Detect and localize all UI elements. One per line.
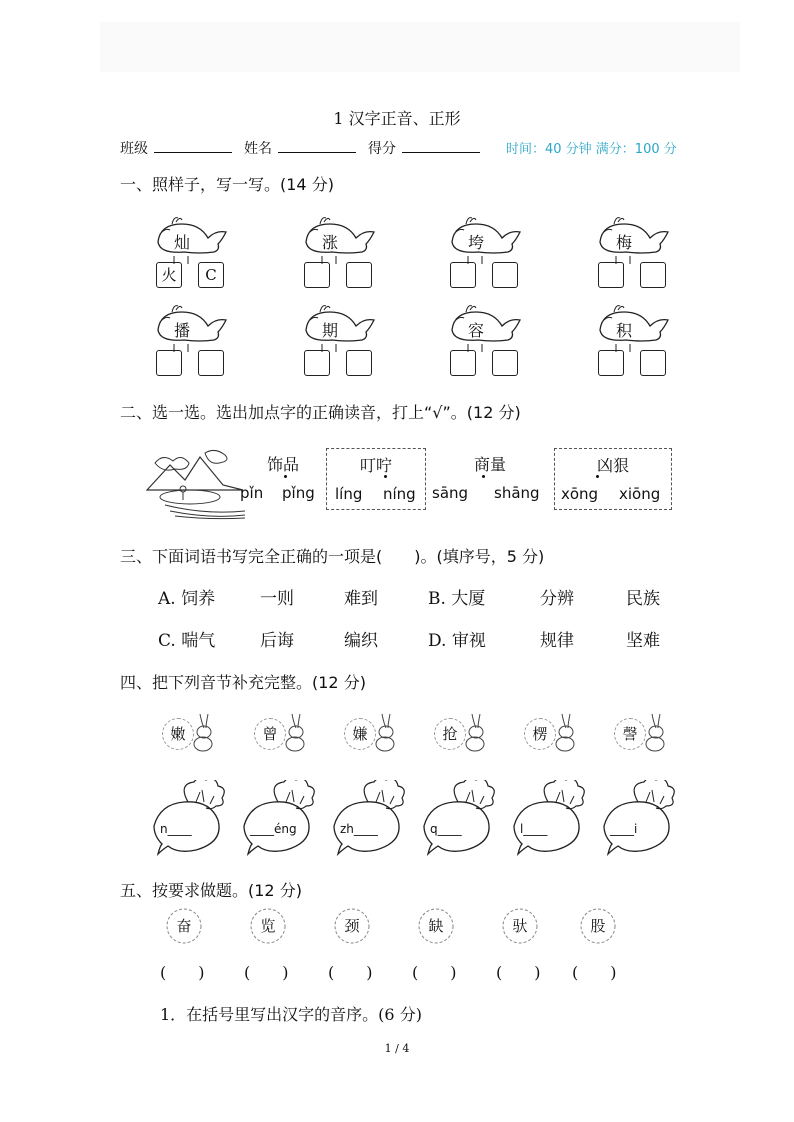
syllable-blank[interactable]: l____ bbox=[520, 822, 548, 836]
bird-character: 涨 bbox=[321, 233, 338, 252]
answer-box[interactable] bbox=[304, 262, 330, 288]
q5-sub1: 1．在括号里写出汉字的音序。(6 分) bbox=[160, 1005, 422, 1024]
answer-box[interactable] bbox=[304, 350, 330, 376]
emphasis-dot bbox=[596, 475, 599, 478]
character-circle: 抢 bbox=[434, 718, 466, 750]
radish-item bbox=[328, 780, 428, 860]
q5-heading: 五、按要求做题。(12 分) bbox=[120, 881, 302, 900]
flower-char: 览 bbox=[260, 917, 276, 935]
q2-word: 饰品 bbox=[266, 455, 299, 474]
rabbit-icon bbox=[282, 712, 308, 756]
q2-group-4 bbox=[554, 448, 672, 510]
answer-box[interactable] bbox=[346, 350, 372, 376]
q1-heading: 一、照样子，写一写。(14 分) bbox=[120, 175, 334, 194]
emphasis-dot bbox=[284, 475, 287, 478]
syllable-blank[interactable]: n____ bbox=[160, 822, 192, 836]
option-word: 难到 bbox=[344, 589, 378, 609]
rabbit-icon bbox=[372, 712, 398, 756]
q2-word: 叮咛 bbox=[359, 456, 392, 475]
option-word: C. 喘气 bbox=[158, 631, 216, 651]
answer-box[interactable]: 火 bbox=[156, 262, 182, 288]
rabbit-icon bbox=[552, 712, 578, 756]
landscape-illustration bbox=[145, 445, 245, 520]
pinyin-option[interactable]: shāng bbox=[494, 484, 540, 502]
answer-parentheses[interactable]: ( ) bbox=[328, 963, 373, 982]
rabbit-character bbox=[162, 712, 222, 752]
option-word: D. 审视 bbox=[428, 631, 486, 651]
pinyin-option[interactable]: pǐng bbox=[282, 484, 315, 502]
pinyin-option[interactable]: pǐn bbox=[240, 484, 264, 502]
option-word: 后诲 bbox=[260, 631, 294, 651]
bird-character: 垮 bbox=[467, 233, 484, 252]
flower-char: 驮 bbox=[512, 917, 528, 935]
bird-item bbox=[594, 300, 674, 400]
q2-word: 凶狠 bbox=[596, 456, 629, 475]
class-label: 班级 bbox=[120, 141, 148, 157]
radish-item bbox=[148, 780, 248, 860]
pinyin-option[interactable]: níng bbox=[383, 485, 416, 503]
flower-character bbox=[248, 906, 288, 946]
flower-char: 缺 bbox=[428, 917, 444, 935]
flower-char: 股 bbox=[590, 917, 606, 935]
q2-group-3 bbox=[426, 448, 554, 510]
option-word: 编织 bbox=[344, 631, 378, 651]
bird-item bbox=[152, 300, 232, 400]
name-blank[interactable] bbox=[278, 139, 356, 153]
page-title: 1 汉字正音、正形 bbox=[333, 109, 461, 128]
rabbit-character bbox=[344, 712, 404, 752]
flower-character bbox=[500, 906, 540, 946]
option-word: B. 大厦 bbox=[428, 589, 486, 609]
bird-character: 容 bbox=[467, 321, 484, 340]
answer-parentheses[interactable]: ( ) bbox=[160, 963, 205, 982]
character-circle: 嫩 bbox=[162, 718, 194, 750]
answer-box[interactable] bbox=[640, 262, 666, 288]
bird-item bbox=[300, 212, 380, 312]
q3-heading: 三、下面词语书写完全正确的一项是( )。(填序号，5 分) bbox=[120, 547, 545, 566]
flower-char: 奋 bbox=[176, 917, 192, 935]
pinyin-option[interactable]: sāng bbox=[432, 484, 469, 502]
syllable-blank[interactable]: q____ bbox=[430, 822, 462, 836]
answer-parentheses[interactable]: ( ) bbox=[496, 963, 541, 982]
bird-item bbox=[300, 300, 380, 400]
answer-box[interactable] bbox=[598, 262, 624, 288]
bird-character: 播 bbox=[173, 321, 190, 340]
q2-heading: 二、选一选。选出加点字的正确读音，打上“√”。(12 分) bbox=[120, 403, 521, 422]
character-circle: 嫌 bbox=[344, 718, 376, 750]
flower-character bbox=[578, 906, 618, 946]
option-word: A. 饲养 bbox=[158, 589, 216, 609]
bird-item bbox=[446, 300, 526, 400]
radish-item bbox=[238, 780, 338, 860]
answer-parentheses[interactable]: ( ) bbox=[572, 963, 617, 982]
character-circle: 曾 bbox=[254, 718, 286, 750]
flower-character bbox=[416, 906, 456, 946]
option-word: 一则 bbox=[260, 589, 294, 609]
bird-character: 梅 bbox=[615, 233, 632, 252]
bird-character: 积 bbox=[615, 321, 632, 340]
student-info-row bbox=[120, 138, 677, 158]
answer-box[interactable] bbox=[156, 350, 182, 376]
q2-word: 商量 bbox=[473, 455, 506, 474]
bird-item bbox=[594, 212, 674, 312]
flower-character bbox=[164, 906, 204, 946]
answer-box[interactable] bbox=[492, 350, 518, 376]
bird-character: 灿 bbox=[173, 233, 190, 252]
character-circle: 楞 bbox=[524, 718, 556, 750]
rabbit-character bbox=[254, 712, 314, 752]
score-label: 得分 bbox=[368, 141, 396, 157]
answer-box[interactable] bbox=[198, 350, 224, 376]
pinyin-option[interactable]: xiōng bbox=[619, 485, 661, 503]
rabbit-icon bbox=[642, 712, 668, 756]
answer-box[interactable] bbox=[450, 350, 476, 376]
option-word: 坚难 bbox=[626, 631, 660, 651]
option-word: 分辨 bbox=[540, 589, 574, 609]
syllable-blank[interactable]: zh____ bbox=[340, 822, 378, 836]
answer-box[interactable]: C bbox=[198, 262, 224, 288]
answer-box[interactable] bbox=[598, 350, 624, 376]
q2-group-1 bbox=[240, 448, 326, 510]
option-word: 规律 bbox=[540, 631, 574, 651]
answer-parentheses[interactable]: ( ) bbox=[412, 963, 457, 982]
syllable-blank[interactable]: ____i bbox=[610, 822, 638, 836]
rabbit-character bbox=[434, 712, 494, 752]
radish-item bbox=[418, 780, 518, 860]
option-word: 民族 bbox=[626, 589, 660, 609]
radish-item bbox=[598, 780, 698, 860]
q2-group-2 bbox=[326, 448, 426, 510]
class-blank[interactable] bbox=[154, 139, 232, 153]
answer-box[interactable] bbox=[450, 262, 476, 288]
q4-heading: 四、把下列音节补充完整。(12 分) bbox=[120, 673, 366, 692]
time-info: 时间：40 分钟 满分：100 分 bbox=[506, 142, 677, 157]
flower-char: 颈 bbox=[344, 917, 360, 935]
name-label: 姓名 bbox=[244, 141, 272, 157]
header-band bbox=[100, 22, 740, 72]
emphasis-dot bbox=[384, 475, 387, 478]
bird-item bbox=[152, 212, 232, 312]
answer-box[interactable] bbox=[640, 350, 666, 376]
answer-box[interactable] bbox=[346, 262, 372, 288]
page-number: 1 / 4 bbox=[384, 1042, 410, 1055]
flower-character bbox=[332, 906, 372, 946]
emphasis-dot bbox=[482, 475, 485, 478]
character-circle: 謦 bbox=[614, 718, 646, 750]
radish-item bbox=[508, 780, 608, 860]
bird-item bbox=[446, 212, 526, 312]
pinyin-option[interactable]: líng bbox=[335, 485, 363, 503]
rabbit-character bbox=[524, 712, 584, 752]
pinyin-option[interactable]: xōng bbox=[561, 485, 599, 503]
rabbit-icon bbox=[190, 712, 216, 756]
answer-parentheses[interactable]: ( ) bbox=[244, 963, 289, 982]
answer-box[interactable] bbox=[492, 262, 518, 288]
rabbit-character bbox=[614, 712, 674, 752]
rabbit-icon bbox=[462, 712, 488, 756]
score-blank[interactable] bbox=[402, 139, 480, 153]
bird-character: 期 bbox=[321, 321, 338, 340]
syllable-blank[interactable]: ____éng bbox=[250, 822, 297, 836]
